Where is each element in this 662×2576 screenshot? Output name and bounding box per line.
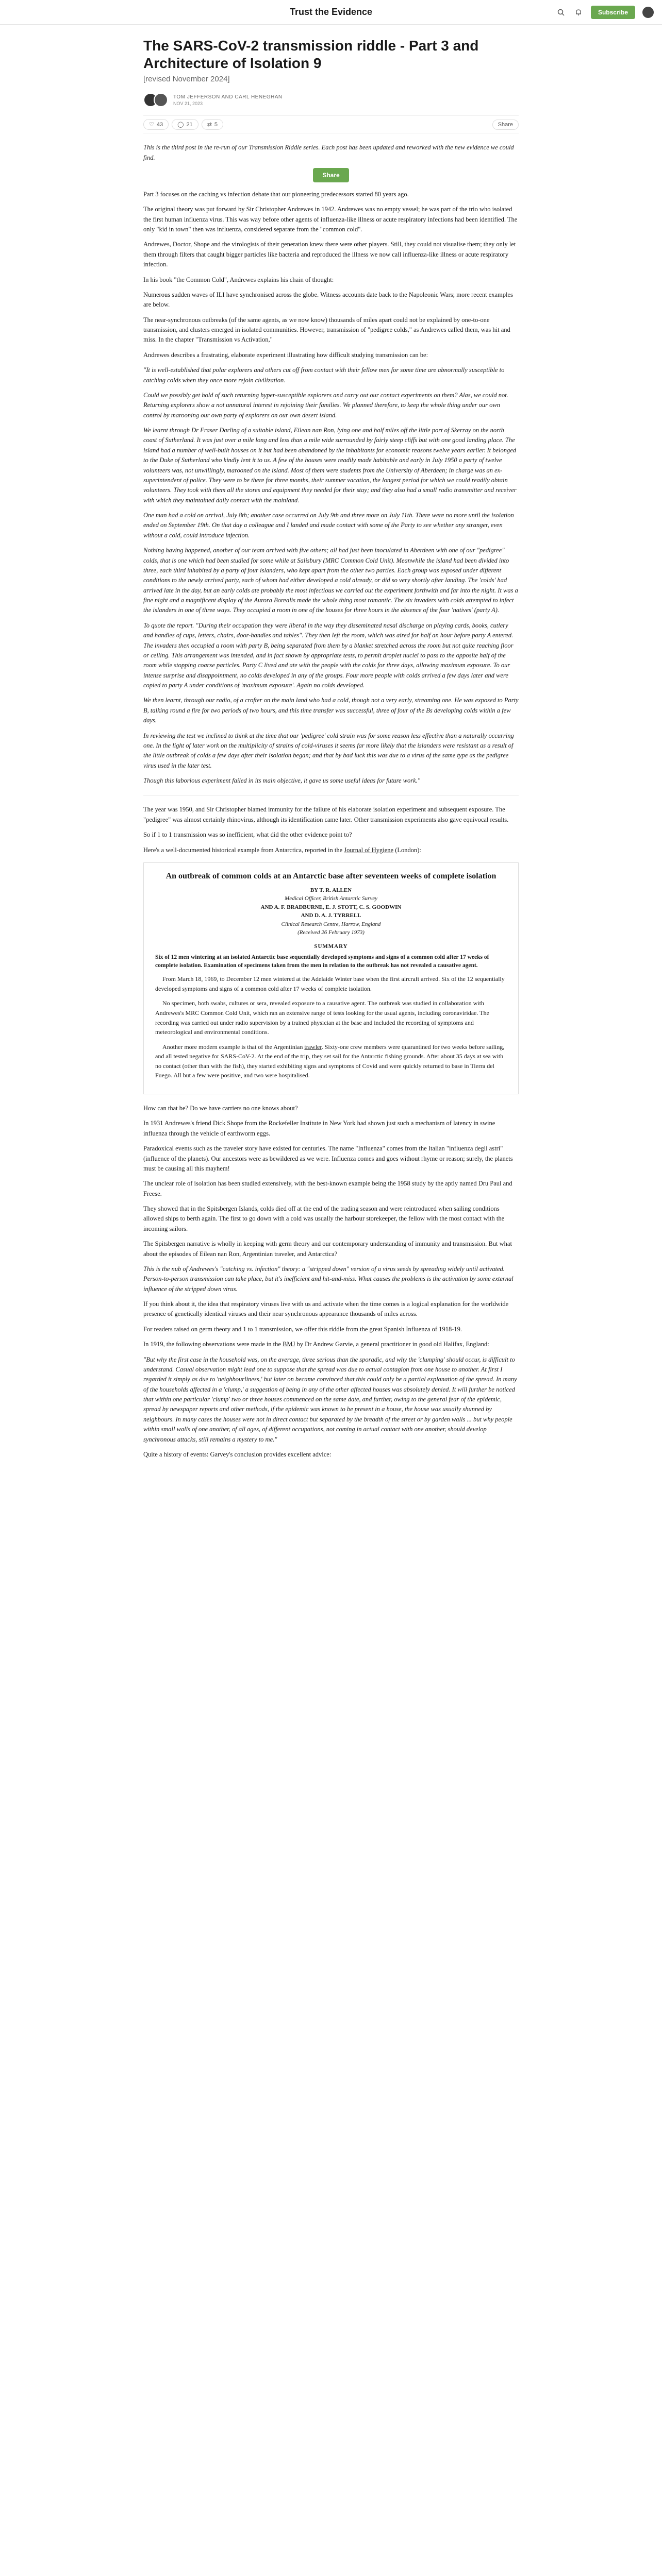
paragraph: The Spitsbergen narrative is wholly in keeping with germ theory and our contemporary understanding of immunity and transmission. But what about the episodes of Eilean nan Ron, Argentinian traveler, and Antarctica? — [143, 1240, 512, 1258]
quote-paragraph: To quote the report. "During their occupation they were liberal in the way they disseminated nasal discharge on playing cards, books, cutlery and handles of cups, letters, chairs, door-handles and tables". They then left the room, which was aired for half an hour before party A entered. The invaders then occupied a room with party B, being separated from them by a blanket stretched across the room but not quite reaching floor or ceiling. This arrangement was intended, and in fact shown by appropriate tests, to permit droplet nuclei to pass to the opposite half of the room while stopping coarse particles. Party C lived and ate with the people with the colds for three days, allowing maximum exposure. To our intense surprise and disappointment, no colds developed in any of the groups. Four more people with colds arrived a few days later and were copied to party A under conditions of 'maximum exposure'. Again no colds developed. — [143, 621, 514, 689]
paper-received: (Received 26 February 1973) — [297, 929, 365, 936]
quote-paragraph: Nothing having happened, another of our team arrived with five others; all had just been inoculated in Aberdeen with one of our "pedigree" colds, that is one which had been studied for some while at Salisbury (MRC Common Cold Unit). Meanwhile the island had been divided into three, each third inhabited by a party of four islanders, who kept apart from the other two parties. Each group was exposed under different conditions to the newly arrived party, each of whom had either developed a cold already, or did so very shortly after landing. The 'colds' had arrived late in the day, but an early colds ate probably the most infectious we carried out the experiment forthwith and far into the night. It was a fine night and a magnificent display of the Aurora Borealis made the whole thing most romantic. The six invaders with colds attempted to infect the islanders in one of three ways. They occupied a room in one of the houses for three hours in the absence of the four 'natives' (party A). — [143, 547, 518, 614]
paragraph — [143, 1340, 519, 1349]
share-button[interactable]: Share — [313, 168, 349, 182]
journal-of-hygiene-link[interactable]: Journal of Hygiene — [344, 846, 394, 854]
paragraph: In 1931 Andrewes's friend Dick Shope from the Rockefeller Institute in New York had shown just such a mechanism of latency in swine influenza through the vehicle of earthworm eggs. — [143, 1120, 495, 1137]
paragraph: If you think about it, the idea that respiratory viruses live with us and activate when the time comes is a logical explanation for the worldwide presence of genetically identical viruses and their near synchronous appearance thousands of miles across. — [143, 1300, 509, 1318]
paper-author: AND A. F. BRADBURNE, E. J. STOTT, C. S. GOODWIN — [260, 904, 402, 910]
comment-icon: ◯ — [177, 122, 184, 128]
paper-title: An outbreak of common colds at an Antarctic base after seventeen weeks of complete isolation — [166, 871, 496, 880]
paragraph: The original theory was put forward by Sir Christopher Andrewes in 1942. Andrewes was no empty vessel; he was part of the trio who isolated the first human influenza virus. This was way before other agents of influenza-like illness or acute respiratory infections had been identified. The only "kid in town" then was influenza, considered separate from the "common cold". — [143, 206, 518, 233]
action-pills — [143, 119, 223, 130]
restack-button[interactable] — [202, 119, 223, 130]
quote-paragraph: Though this laborious experiment failed in its main objective, it gave us some useful ideas for future work." — [143, 777, 421, 785]
paragraph: Paradoxical events such as the traveler story have existed for centuries. The name "Influenza" comes from the Italian "influenza degli astri" (influence of the planets). Our ancestors were as bewildered as we were. Influenza comes and goes without rhyme or reason; surely, the planets must be causing all this mayhem! — [143, 1145, 513, 1172]
bell-icon[interactable] — [573, 7, 584, 18]
quote-paragraph: In reviewing the test we inclined to think at the time that our 'pedigree' cold strain was for some reason less effective than a naturally occurring one. In the light of later work on the multiplicity of strains of cold-viruses it seems far more likely that the islanders were resistant as a result of the little outbreak of colds a few days after their isolation began; and that by bad luck this was due to a virus of the same type as the pedigree virus used in the later test. — [143, 732, 514, 769]
like-count: 43 — [156, 121, 163, 128]
text: by Dr Andrew Garvie, a general practitioner in good old Halifax, England: — [295, 1341, 489, 1348]
comment-button[interactable] — [172, 119, 198, 130]
summary-heading: SUMMARY — [314, 943, 348, 950]
paper-author: AND D. A. J. TYRRELL — [301, 912, 361, 919]
post-subtitle: [revised November 2024] — [143, 75, 230, 84]
paper-paragraph: No specimen, both swabs, cultures or sera, revealed exposure to a causative agent. The outbreak was studied in collaboration with Andrewes's MRC Common Cold Unit, which ran an extensive range of tests looking for the usual agents, including coronaviridae. The recording was carried out under radio supervision by a trained physician at the base and included the recording of symptoms and meteorological and environmental conditions. — [155, 999, 489, 1036]
post-date: NOV 21, 2023 — [173, 100, 203, 106]
author-names[interactable]: TOM JEFFERSON AND CARL HENEGHAN — [173, 94, 283, 100]
quote-paragraph: This is the nub of Andrewes's "catching vs. infection" theory: a "stripped down" version of a virus seeds by spreading widely until activated. Person-to-person transmission can take place, but it's inefficient and hit-and-miss. What causes the problems is the activation by some external influence of the stripped down virus. — [143, 1265, 514, 1293]
paragraph: The unclear role of isolation has been studied extensively, with the best-known example being the 1958 study by the aptly named Dru Paul and Freese. — [143, 1180, 512, 1197]
paragraph: So if 1 to 1 transmission was so inefficient, what did the other evidence point to? — [143, 831, 352, 839]
paragraph: Part 3 focuses on the caching vs infection debate that our pioneering predecessors started 80 years ago. — [143, 190, 409, 198]
paragraph: The year was 1950, and Sir Christopher blamed immunity for the failure of his elaborate isolation experiment and subsequent exposure. The "pedigree" was almost certainly rhinovirus, although its identification came later. Other transmission experiments also gave equivocal results. — [143, 806, 509, 823]
text: Another more modern example is that of the Argentinian — [162, 1043, 305, 1050]
user-avatar[interactable] — [642, 7, 654, 18]
quote-paragraph: We then learnt, through our radio, of a crofter on the main land who had a cold, though not a very early, streaming one. He was exposed to Party B, talking round a fire for two periods of two hours, and this time transfer was successful, three of four of the Bs developing colds within a few days. — [143, 697, 519, 724]
share-button-top[interactable] — [492, 120, 519, 130]
restack-count: 5 — [214, 121, 218, 128]
quote-paragraph: "But why the first case in the household was, on the average, three serious than the sporadic, and why the 'clumping' should occur, is difficult to understand. Casual observation might lead one to suppose that the spread was due to actual contagion from one house to another. At first I regarded it simply as due to 'neighbourliness,' but later on became convinced that this could only be a partial explanation of the spread. In many of the households affected in a 'clump,' a suggestion of being in any of the other affected houses was absolutely denied. It will further be noticed that within one particular 'clump' two or three houses commenced on the same date, and further, owing to the general fear of the epidemic, spread by newspaper reports and other methods, if the epidemic was known to be present in a house, the house was usually shunned by neighbours. In many cases the houses were not in direct contact but separated by the breadth of the street or by garden walls ... but why people within small walls of one another, of all ages, of different occupations, not coming in actual contact with one another, should develop synchronous attacks, still remains a mystery to me." — [143, 1355, 517, 1443]
post-actions — [143, 115, 519, 133]
share-center — [143, 168, 519, 182]
text: (London): — [393, 846, 421, 854]
paragraph: Numerous sudden waves of ILI have synchronised across the globe. Witness accounts date back to the Napoleonic Wars; more recent examples are below. — [143, 291, 513, 309]
bmj-link[interactable]: BMJ — [283, 1341, 295, 1348]
paper-paragraph — [155, 1042, 507, 1080]
quote-paragraph: "It is well-established that polar explorers and others cut off from contact with their fellow men for some time are abnormally susceptible to catching colds when they once more rejoin civilization. — [143, 366, 505, 384]
text: Here's a well-documented historical example from Antarctica, reported in the — [143, 846, 344, 854]
paper-excerpt — [143, 862, 519, 1094]
like-button[interactable] — [143, 119, 169, 130]
summary-text: Six of 12 men wintering at an isolated Antarctic base sequentially developed symptoms and signs of a common cold after 17 weeks of complete isolation. Examination of specimens taken from the men in relation to the outbreak has not revealed a causative agent. — [155, 954, 489, 969]
author-avatars[interactable] — [143, 93, 168, 107]
paragraph: In his book "the Common Cold", Andrewes explains his chain of thought: — [143, 276, 334, 283]
paragraph: Andrewes, Doctor, Shope and the virologists of their generation knew there were other players. Still, they could not visualise them; they only let them through filters that caught bigger particles like bacteria and reproduced the illness we now call influenza-like illness or acute respiratory infection. — [143, 241, 516, 268]
byline-info — [173, 94, 283, 106]
paragraph: Andrewes describes a frustrating, elaborate experiment illustrating how difficult studying transmission can be: — [143, 351, 428, 359]
byline — [143, 93, 519, 107]
paper-paragraph: From March 18, 1969, to December 12 men wintered at the Adelaide Winter base when the first aircraft arrived. Six of the 12 sequentially developed symptoms and signs of a common cold after 17 weeks of complete isolation. — [155, 975, 505, 992]
paper-body — [155, 974, 507, 1080]
post-title: The SARS-CoV-2 transmission riddle - Part 3 and Architecture of Isolation 9 — [143, 38, 479, 71]
article-body — [143, 143, 519, 1460]
paragraph: For readers raised on germ theory and 1 to 1 transmission, we offer this riddle from the great Spanish Influenza of 1918-19. — [143, 1325, 462, 1333]
top-bar — [0, 0, 662, 25]
author-avatar[interactable] — [154, 93, 168, 107]
text: In 1919, the following observations were made in the — [143, 1341, 283, 1348]
paragraph: They showed that in the Spitsbergen Islands, colds died off at the end of the trading season and were reintroduced when sailing conditions allowed ships to berth again. The first to go down with a cold was usually the harbour storekeeper, the fellow with the most contact with the incoming sailors. — [143, 1205, 505, 1232]
search-icon[interactable] — [556, 7, 566, 18]
post-container — [143, 37, 519, 1460]
comment-count: 21 — [186, 121, 193, 128]
paragraph — [143, 845, 519, 855]
paragraph: Quite a history of events: Garvey's conclusion provides excellent advice: — [143, 1450, 332, 1458]
paper-author: BY T. R. ALLEN — [310, 887, 352, 893]
paper-affiliation: Clinical Research Centre, Harrow, England — [281, 921, 381, 927]
quote-paragraph: One man had a cold on arrival, July 8th; another case occurred on July 9th and three more on July 11th. There were no more until the isolation ended on September 19th. On that day a colleague and I landed and made contact with some of the Party to see whether any stranger, even without a cold, could introduce infection. — [143, 512, 514, 539]
restack-icon: ⇄ — [207, 122, 212, 128]
paragraph: The near-synchronous outbreaks (of the same agents, as we now know) thousands of miles apart could not be explained by one-to-one transmission, and clusters emerged in isolated communities. However, transmission of "pedigree colds," as Andrewes called them, was hit and miss. In the chapter "Transmission vs Activation," — [143, 316, 510, 344]
trawler-link[interactable]: trawler — [304, 1043, 322, 1050]
paper-authors — [155, 886, 507, 937]
paragraph: How can that be? Do we have carriers no one knows about? — [143, 1105, 298, 1112]
quote-paragraph: Could we possibly get hold of such returning hyper-susceptible explorers and carry out our contact experiments on them? Alas, we could not. Returning explorers show a not unnatural interest in rejoining their families. We planned therefore, to keep the whole thing under our own control by marooning our own party of explorers on our own desert island. — [143, 391, 508, 419]
heart-icon: ♡ — [149, 122, 154, 128]
subscribe-button[interactable]: Subscribe — [591, 6, 635, 19]
text: . Sixty-one crew members were quarantined for two weeks before sailing, and all tested negative for SARS-CoV-2. At the end of the trip, they set sail for the Antarctic fishing grounds. After about 35 days at sea with no contact (other than with the fish), they started exhibiting signs and symptoms of Covid and were quickly returned to base in Tierra del Fuego. All but a few were positive, and two were hospitalised. — [155, 1043, 505, 1079]
intro-paragraph: This is the third post in the re-run of our Transmission Riddle series. Each post has been updated and reworked with the new evidence we could find. — [143, 144, 514, 161]
publication-title[interactable]: Trust the Evidence — [289, 7, 373, 17]
top-actions — [556, 0, 654, 25]
share-label: Share — [498, 121, 513, 128]
paper-affiliation: Medical Officer, British Antarctic Survey — [285, 895, 377, 902]
quote-paragraph: We learnt through Dr Fraser Darling of a suitable island, Eilean nan Ron, lying one and half miles off the little port of Skerray on the north coast of Sutherland. It was just over a mile long and less than a mile wide surrounded by fairly steep cliffs but with one good landing place. The island had a number of well-built houses on it but had been abandoned by the inhabitants for economic reasons twelve years earlier. It belonged to the Duke of Sutherland who kindly lent it to us. A few of the houses were readily made habitable and early in July 1950 a party of twelve volunteers was, not unwillingly, marooned on the island. Most of them were students from the University of Aberdeen; in charge was an ex-superintendent of police. They were to be there for three months, their summer vacation, the longest period for which we could readily obtain volunteers. They took with them all the stores and equipment they needed for their stay; and they also had a small radio transmitter and receiver with which they maintained daily contact with the mainland. — [143, 427, 517, 504]
